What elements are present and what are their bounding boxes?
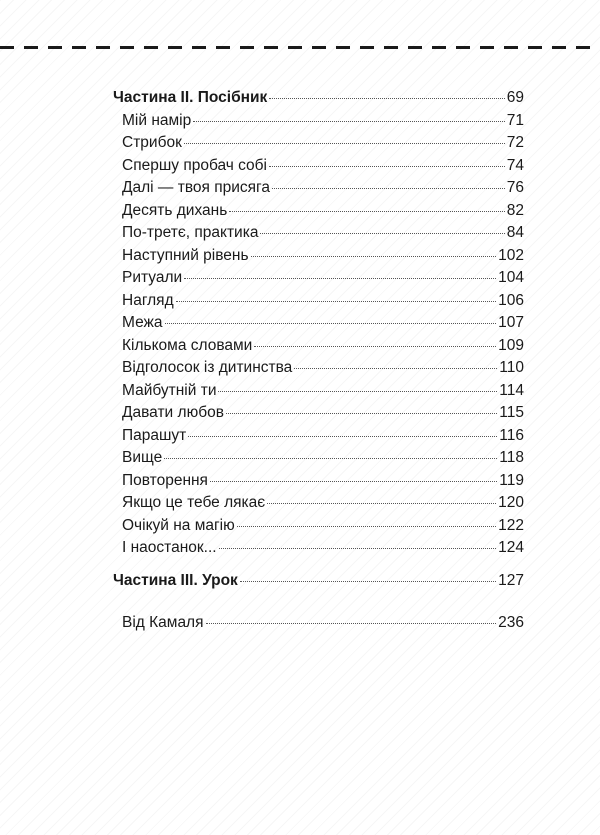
toc-entry-title: Майбутній ти [122, 381, 217, 399]
toc-entry-part-3[interactable] [113, 570, 524, 593]
toc-entry-title: Далі — твоя присяга [122, 179, 270, 196]
dot-leader [254, 346, 496, 347]
toc-entry[interactable] [113, 155, 524, 178]
toc-entry[interactable] [113, 447, 524, 470]
dashed-divider [0, 46, 600, 49]
toc-entry[interactable] [113, 245, 524, 268]
toc-entry-title: Спершу пробач собі [122, 156, 268, 174]
toc-entry-title: Відголосок із дитинства [122, 359, 293, 376]
part-2-entries [113, 110, 524, 560]
dot-leader [184, 278, 496, 279]
dot-leader [260, 233, 504, 234]
toc-entry-title: Частина ІІ. Посібник [113, 89, 268, 106]
table-of-contents [113, 87, 524, 635]
toc-entry[interactable] [113, 492, 524, 515]
dot-leader [218, 391, 497, 392]
toc-entry[interactable] [113, 200, 524, 223]
toc-entry-title: Від Камаля [122, 614, 204, 631]
toc-entry-page: 114 [499, 381, 524, 399]
toc-entry-afterword[interactable] [113, 612, 524, 635]
toc-entry-title: Нагляд [122, 291, 174, 309]
toc-entry-title: Очікуй на магію [122, 516, 235, 534]
toc-entry-page: 106 [498, 291, 524, 309]
toc-entry[interactable] [113, 515, 524, 538]
toc-entry[interactable] [113, 537, 524, 560]
toc-entry[interactable] [113, 380, 524, 403]
toc-entry-page: 107 [498, 314, 524, 331]
toc-entry-page: 72 [506, 134, 524, 151]
dot-leader [251, 256, 497, 257]
toc-entry-page: 71 [506, 111, 524, 129]
toc-entry-page: 119 [499, 471, 524, 489]
toc-entry[interactable] [113, 402, 524, 425]
dot-leader [229, 211, 504, 212]
toc-entry-page: 116 [499, 426, 524, 444]
dot-leader [237, 526, 496, 527]
dot-leader [269, 166, 505, 167]
toc-entry-title: Повторення [122, 471, 208, 489]
toc-entry-page: 109 [498, 336, 524, 354]
toc-entry[interactable] [113, 222, 524, 245]
toc-entry-page: 82 [506, 201, 524, 219]
toc-entry-title: Ритуали [122, 269, 183, 286]
toc-entry-page: 127 [498, 571, 524, 589]
toc-entry[interactable] [113, 470, 524, 493]
toc-entry-title: Вище [122, 449, 163, 466]
toc-entry-title: Кількома словами [122, 336, 253, 354]
toc-entry-part-2[interactable] [113, 87, 524, 110]
toc-entry-page: 115 [499, 404, 524, 421]
toc-entry-page: 104 [498, 269, 524, 286]
dot-leader [269, 98, 504, 99]
dot-leader [188, 436, 497, 437]
toc-entry-page: 69 [506, 89, 524, 106]
toc-entry-title: Наступний рівень [122, 246, 249, 264]
toc-entry-title: Межа [122, 314, 163, 331]
toc-entry[interactable] [113, 132, 524, 155]
toc-entry[interactable] [113, 290, 524, 313]
dot-leader [294, 368, 497, 369]
toc-entry-title: Стрибок [122, 134, 182, 151]
toc-entry-title: Частина ІІІ. Урок [113, 571, 238, 589]
dot-leader [206, 623, 497, 624]
toc-entry-page: 76 [506, 179, 524, 196]
dot-leader [272, 188, 505, 189]
dot-leader [184, 143, 505, 144]
dot-leader [267, 503, 496, 504]
toc-entry-page: 118 [499, 449, 524, 466]
toc-entry[interactable] [113, 177, 524, 200]
toc-entry[interactable] [113, 425, 524, 448]
dot-leader [165, 323, 497, 324]
toc-entry-title: Давати любов [122, 404, 224, 421]
toc-entry[interactable] [113, 312, 524, 335]
toc-entry-title: По-третє, практика [122, 224, 259, 241]
toc-entry-page: 120 [498, 494, 524, 511]
dot-leader [176, 301, 497, 302]
toc-entry[interactable] [113, 110, 524, 133]
toc-entry[interactable] [113, 335, 524, 358]
toc-entry-page: 74 [506, 156, 524, 174]
toc-entry-page: 124 [498, 539, 524, 556]
toc-entry-title: Якщо це тебе лякає [122, 494, 266, 511]
toc-entry-page: 102 [498, 246, 524, 264]
toc-entry-page: 236 [498, 614, 524, 631]
toc-entry-title: Мій намір [122, 111, 192, 129]
toc-entry-page: 122 [498, 516, 524, 534]
toc-entry-title: Десять дихань [122, 201, 228, 219]
dot-leader [219, 548, 497, 549]
dot-leader [164, 458, 497, 459]
dot-leader [193, 121, 505, 122]
toc-entry-page: 110 [499, 359, 524, 376]
toc-entry[interactable] [113, 267, 524, 290]
toc-entry-page: 84 [506, 224, 524, 241]
dot-leader [240, 581, 496, 582]
toc-entry-title: І наостанок... [122, 539, 217, 556]
dot-leader [210, 481, 497, 482]
toc-entry-title: Парашут [122, 426, 187, 444]
dot-leader [226, 413, 497, 414]
toc-entry[interactable] [113, 357, 524, 380]
